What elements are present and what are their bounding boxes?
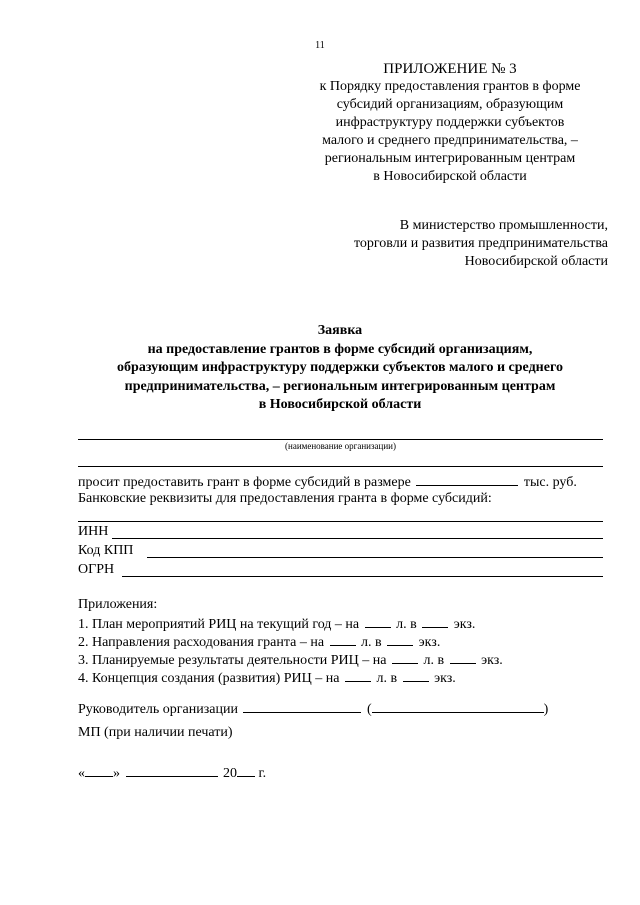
signature-row: Руководитель организации ( ) <box>78 698 548 719</box>
grant-request-row <box>78 471 577 492</box>
addressee-line: В министерство промышленности, <box>399 218 608 233</box>
stamp-label: МП (при наличии печати) <box>78 725 233 740</box>
title-line: в Новосибирской области <box>258 397 422 412</box>
attachment-item: 3. Планируемые результаты деятельности РИЦ – на л. в экз. <box>78 649 503 670</box>
page-number: 11 <box>315 40 325 51</box>
org-name-line[interactable] <box>78 439 603 440</box>
appendix-line: малого и среднего предпринимательства, – <box>322 133 578 148</box>
title-line: предпринимательства, – региональным интегрированным центрам <box>124 378 556 394</box>
grant-amount-field[interactable] <box>416 471 518 486</box>
title-line: на предоставление грантов в форме субсидий организациям, <box>147 341 533 357</box>
grant-request-text: просит предоставить грант в форме субсидий в размере <box>78 475 411 490</box>
org-name-caption: (наименование организации) <box>285 441 396 451</box>
copies-count-field[interactable] <box>403 667 429 682</box>
appendix-line: к Порядку предоставления грантов в форме <box>319 79 581 94</box>
title-heading: Заявка <box>317 323 363 338</box>
appendix-header <box>300 60 600 186</box>
ogrn-field[interactable] <box>122 576 603 577</box>
grant-currency: тыс. руб. <box>523 475 577 490</box>
appendix-line: в Новосибирской области <box>373 169 527 184</box>
attachments-heading: Приложения: <box>78 597 158 612</box>
sheets-count-field[interactable] <box>392 649 418 664</box>
signature-label: Руководитель организации <box>78 702 238 717</box>
kpp-label: Код КПП <box>78 543 134 558</box>
signature-field[interactable] <box>243 698 361 713</box>
bank-details-line[interactable] <box>78 521 603 522</box>
sheets-count-field[interactable] <box>345 667 371 682</box>
attachment-item: 1. План мероприятий РИЦ на текущий год – на л. в экз. <box>78 613 475 634</box>
addressee-line: Новосибирской области <box>464 254 608 269</box>
appendix-line: региональным интегрированным центрам <box>324 151 576 166</box>
sheets-count-field[interactable] <box>330 631 356 646</box>
date-year-field[interactable] <box>237 762 255 777</box>
date-row: « » 20 г. <box>78 762 266 783</box>
attachment-item: 4. Концепция создания (развития) РИЦ – на л. в экз. <box>78 667 456 688</box>
ogrn-label: ОГРН <box>78 562 115 577</box>
document-title <box>60 322 620 415</box>
date-month-field[interactable] <box>126 762 218 777</box>
date-day-field[interactable] <box>85 762 113 777</box>
addressee-block <box>354 217 608 271</box>
attachment-item: 2. Направления расходования гранта – на л. в экз. <box>78 631 440 652</box>
appendix-line: субсидий организациям, образующим <box>336 97 564 112</box>
inn-field[interactable] <box>112 538 603 539</box>
inn-label: ИНН <box>78 524 109 539</box>
kpp-field[interactable] <box>147 557 603 558</box>
copies-count-field[interactable] <box>422 613 448 628</box>
appendix-line: инфраструктуру поддержки субъектов <box>335 115 565 130</box>
copies-count-field[interactable] <box>387 631 413 646</box>
copies-count-field[interactable] <box>450 649 476 664</box>
org-name-line-2[interactable] <box>78 466 603 467</box>
appendix-title: ПРИЛОЖЕНИЕ № 3 <box>383 61 517 77</box>
signature-name-field[interactable] <box>372 698 544 713</box>
sheets-count-field[interactable] <box>365 613 391 628</box>
bank-details-label: Банковские реквизиты для предоставления гранта в форме субсидий: <box>78 491 492 506</box>
title-line: образующим инфраструктуру поддержки субъектов малого и среднего <box>117 360 563 375</box>
addressee-line: торговли и развития предпринимательства <box>353 236 608 251</box>
